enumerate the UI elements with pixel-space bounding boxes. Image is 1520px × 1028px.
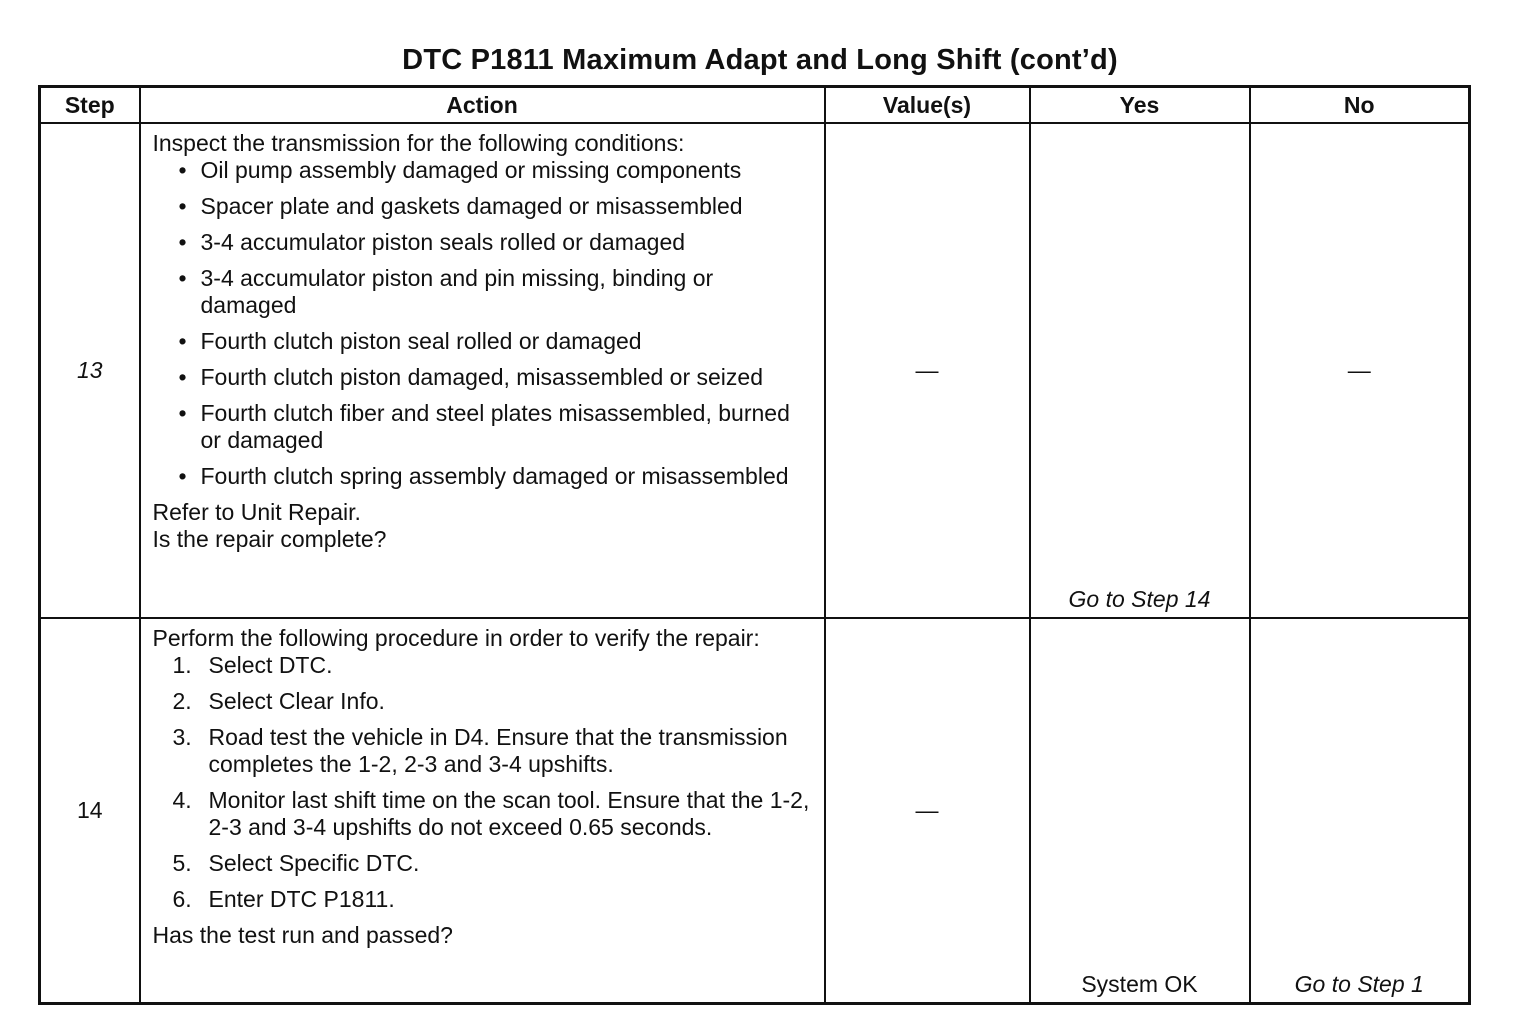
list-item: • 3-4 accumulator piston seals rolled or damaged — [177, 229, 814, 256]
question-text: Is the repair complete? — [152, 526, 387, 552]
condition-list — [177, 157, 814, 490]
list-text: Monitor last shift time on the scan tool. Ensure that the 1-2, 2-3 and 3-4 upshifts do not exceed 0.65 seconds. — [208, 787, 810, 840]
header-action: Action — [140, 87, 825, 124]
header-yes: Yes — [1030, 87, 1250, 124]
list-text: Select DTC. — [208, 652, 333, 678]
table-row-step-14 — [40, 618, 1470, 1004]
header-no: No — [1250, 87, 1470, 124]
list-text: Road test the vehicle in D4. Ensure that the transmission completes the 1-2, 2-3 and 3-4 upshifts. — [208, 724, 788, 777]
list-item: • Fourth clutch piston damaged, misassembled or seized — [177, 364, 814, 391]
question-text: Has the test run and passed? — [152, 922, 453, 948]
list-number: 2. — [172, 688, 192, 714]
list-item — [173, 787, 814, 841]
list-number: 1. — [172, 652, 192, 678]
procedure-list — [173, 652, 814, 913]
list-item — [173, 652, 814, 679]
list-text: Enter DTC P1811. — [208, 886, 395, 912]
step-number: 13 — [40, 123, 140, 618]
header-step: Step — [40, 87, 140, 124]
values-cell: — — [825, 618, 1030, 1004]
yes-cell: System OK — [1030, 618, 1250, 1004]
list-item: • 3-4 accumulator piston and pin missing, binding or damaged — [177, 265, 814, 319]
header-values: Value(s) — [825, 87, 1030, 124]
diagnostic-table — [38, 85, 1471, 1005]
action-intro: Perform the following procedure in order to verify the repair: — [152, 625, 760, 651]
list-item — [173, 724, 814, 778]
list-text: Select Specific DTC. — [208, 850, 420, 876]
values-cell: — — [825, 123, 1030, 618]
no-cell: Go to Step 1 — [1250, 618, 1470, 1004]
list-number: 3. — [172, 724, 192, 750]
header-row — [40, 87, 1470, 124]
page-title: DTC P1811 Maximum Adapt and Long Shift (cont’d) — [402, 44, 1118, 76]
table-row-step-13 — [40, 123, 1470, 618]
list-item: • Spacer plate and gaskets damaged or misassembled — [177, 193, 814, 220]
list-number: 6. — [172, 886, 192, 912]
list-item: • Fourth clutch piston seal rolled or damaged — [177, 328, 814, 355]
action-intro: Inspect the transmission for the following conditions: — [152, 130, 685, 156]
list-item: • Fourth clutch fiber and steel plates misassembled, burned or damaged — [177, 400, 814, 454]
list-item — [173, 850, 814, 877]
action-cell — [140, 123, 825, 618]
list-item: • Oil pump assembly damaged or missing components — [177, 157, 814, 184]
action-cell — [140, 618, 825, 1004]
list-number: 5. — [172, 850, 192, 876]
list-item — [173, 688, 814, 715]
list-item: • Fourth clutch spring assembly damaged or misassembled — [177, 463, 814, 490]
no-cell: — — [1250, 123, 1470, 618]
list-number: 4. — [172, 787, 192, 813]
step-number: 14 — [40, 618, 140, 1004]
refer-text: Refer to Unit Repair. — [152, 499, 361, 525]
list-item — [173, 886, 814, 913]
yes-cell: Go to Step 14 — [1030, 123, 1250, 618]
list-text: Select Clear Info. — [208, 688, 385, 714]
